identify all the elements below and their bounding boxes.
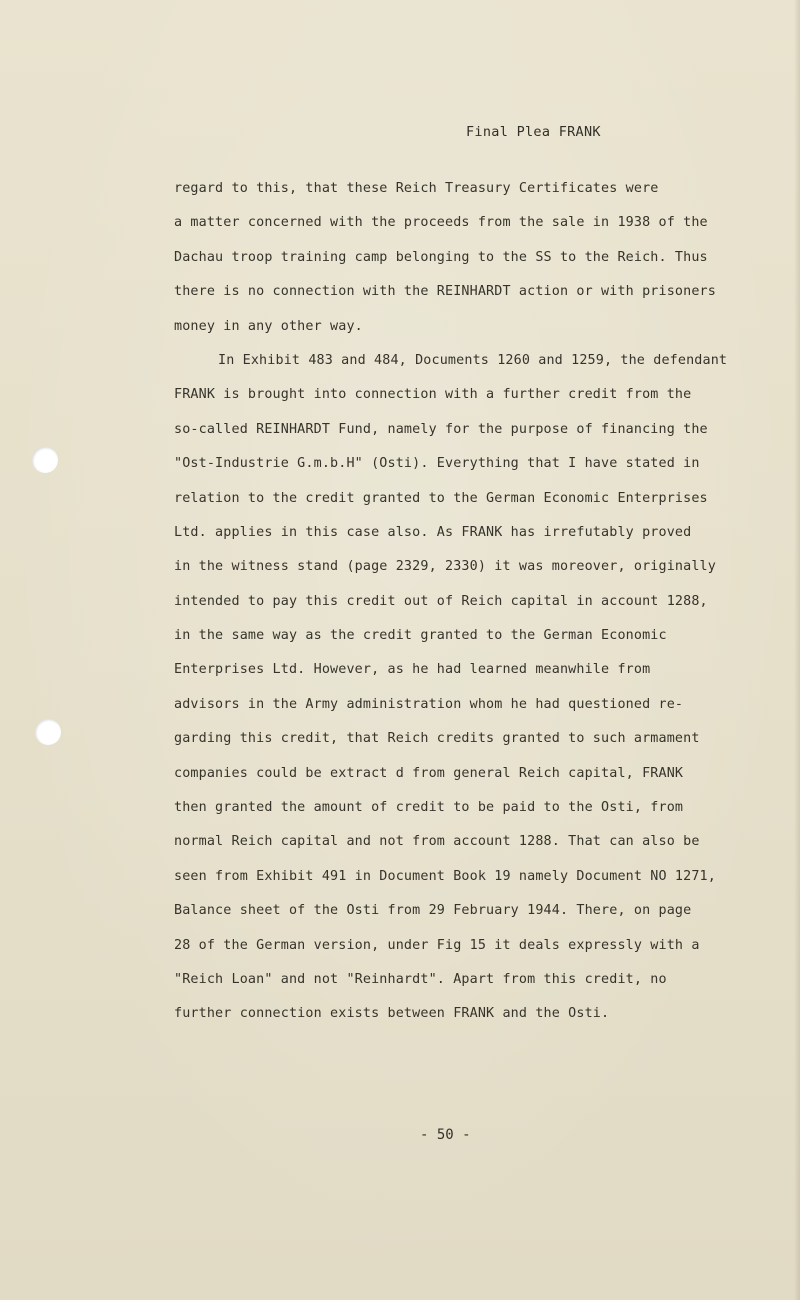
text-line: Ltd. applies in this case also. As FRANK has irrefutably proved [174,524,692,540]
page-number: - 50 - [420,1127,471,1143]
text-line: then granted the amount of credit to be paid to the Osti, from [174,800,684,816]
text-line: garding this credit, that Reich credits granted to such armament [174,731,700,747]
text-line: so-called REINHARDT Fund, namely for the purpose of financing the [174,421,708,437]
text-line: Enterprises Ltd. However, as he had learned meanwhile from [174,662,651,678]
text-line: intended to pay this credit out of Reich capital in account 1288, [174,593,708,609]
text-line: money in any other way. [174,318,363,334]
text-line: in the witness stand (page 2329, 2330) it was moreover, originally [174,559,716,575]
text-line: FRANK is brought into connection with a further credit from the [174,387,692,403]
text-line: Dachau troop training camp belonging to the SS to the Reich. Thus [174,249,708,265]
text-line: normal Reich capital and not from account 1288. That can also be [174,834,700,850]
text-line: further connection exists between FRANK and the Osti. [174,1006,610,1022]
body-text [174,172,754,1032]
text-line: "Ost-Industrie G.m.b.H" (Osti). Everything that I have stated in [174,456,700,472]
text-line: advisors in the Army administration whom he had questioned re- [174,696,684,712]
text-line: In Exhibit 483 and 484, Documents 1260 and 1259, the defendant [218,352,728,368]
text-line: Balance sheet of the Osti from 29 February 1944. There, on page [174,903,692,919]
text-line: regard to this, that these Reich Treasury Certificates were [174,181,659,196]
text-line: 28 of the German version, under Fig 15 it deals expressly with a [174,937,700,953]
punch-hole-bottom [35,719,61,745]
text-line: "Reich Loan" and not "Reinhardt". Apart from this credit, no [174,971,667,987]
punch-hole-top [32,447,58,473]
text-line: seen from Exhibit 491 in Document Book 19 namely Document NO 1271, [174,868,716,884]
text-line: a matter concerned with the proceeds from the sale in 1938 of the [174,215,708,231]
text-line: there is no connection with the REINHARDT action or with prisoners [174,284,716,300]
text-line: companies could be extract d from general Reich capital, FRANK [174,765,684,781]
page-edge-shadow [794,0,800,1300]
text-line: in the same way as the credit granted to the German Economic [174,628,667,644]
page-header: Final Plea FRANK [466,124,601,140]
text-line: relation to the credit granted to the German Economic Enterprises [174,490,708,506]
